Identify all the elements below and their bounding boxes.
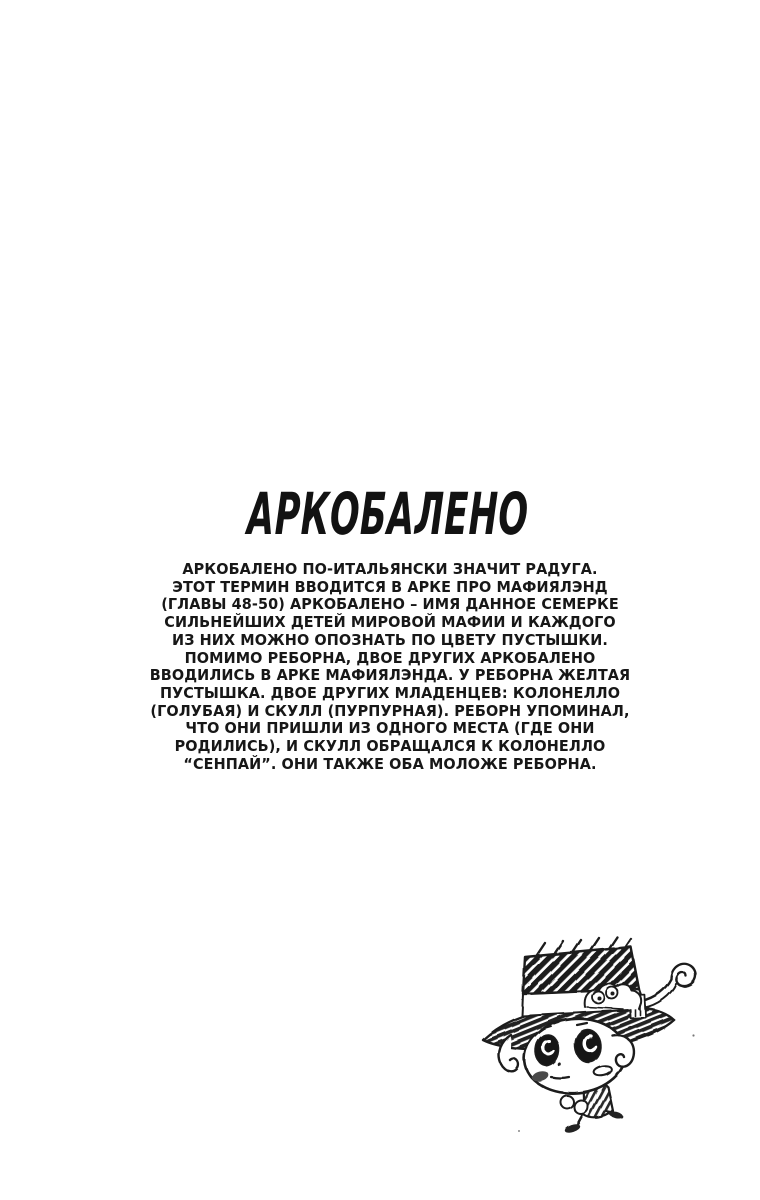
text-line: “СЕНПАЙ”. ОНИ ТАКЖЕ ОБА МОЛОЖЕ РЕБОРНА. [183, 754, 597, 773]
text-line: ПУСТЫШКА. ДВОЕ ДРУГИХ МЛАДЕНЦЕВ: КОЛОНЕЛЛО [159, 683, 621, 702]
text-line: АРКОБАЛЕНО ПО-ИТАЛЬЯНСКИ ЗНАЧИТ РАДУГА. [182, 560, 598, 578]
text-line: ЭТОТ ТЕРМИН ВВОДИТСЯ В АРКЕ ПРО МАФИЯЛЭНД [172, 577, 608, 596]
text-line: (ГЛАВЫ 48-50) АРКОБАЛЕНО – ИМЯ ДАННОЕ СЕМЕРКЕ [161, 595, 619, 614]
text-line: СИЛЬНЕЙШИХ ДЕТЕЙ МИРОВОЙ МАФИИ И КАЖДОГО [164, 613, 616, 632]
page-title: АРКОБАЛЕНО [246, 480, 530, 548]
info-paragraph [37, 561, 744, 773]
text-line: ВВОДИЛИСЬ В АРКЕ МАФИЯЛЭНДА. У РЕБОРНА ЖЕЛТАЯ [149, 666, 631, 685]
text-line: ИЗ НИХ МОЖНО ОПОЗНАТЬ ПО ЦВЕТУ ПУСТЫШКИ. [172, 630, 608, 649]
text-line: (ГОЛУБАЯ) И СКУЛЛ (ПУРПУРНАЯ). РЕБОРН УПОМИНАЛ, [150, 701, 630, 720]
reborn-chibi-sketch [465, 925, 715, 1155]
text-line: ЧТО ОНИ ПРИШЛИ ИЗ ОДНОГО МЕСТА (ГДЕ ОНИ [185, 719, 595, 738]
text-line: РОДИЛИСЬ), И СКУЛЛ ОБРАЩАЛСЯ К КОЛОНЕЛЛО [174, 737, 606, 756]
text-line: ПОМИМО РЕБОРНА, ДВОЕ ДРУГИХ АРКОБАЛЕНО [184, 648, 596, 667]
